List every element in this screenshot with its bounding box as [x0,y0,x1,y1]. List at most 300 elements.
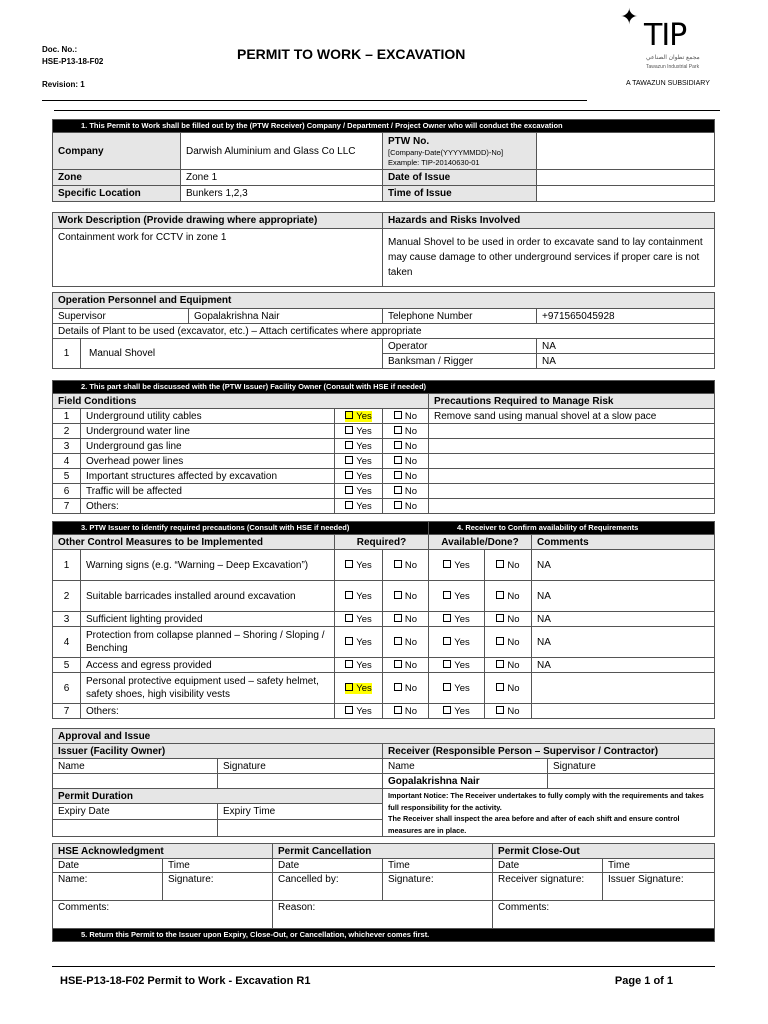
required-no-checkbox[interactable] [394,560,417,571]
precaution-value[interactable] [429,424,715,439]
issuer-signature-field[interactable] [218,774,383,789]
row-number: 4 [53,627,81,658]
checkbox-icon [345,637,353,645]
checkbox-icon [394,683,402,691]
available-no-cell [485,581,532,612]
yes-checkbox[interactable] [345,501,372,512]
required-yes-checkbox[interactable] [345,683,372,694]
checkbox-icon [345,441,353,449]
page-footer [52,966,715,987]
precaution-value[interactable] [429,439,715,454]
checkbox-icon [345,411,353,419]
required-no-cell [383,612,429,627]
ptw-no-field[interactable] [537,133,715,170]
zone-value[interactable]: Zone 1 [181,170,383,186]
checkbox-label: Yes [356,559,372,571]
required-label: Required? [335,535,429,550]
field-condition-row [53,499,715,514]
issuer-label: Issuer (Facility Owner) [53,744,383,759]
checkbox-icon [394,411,402,419]
doc-number-label: Doc. No.: [42,45,78,54]
no-cell [383,409,429,424]
control-measure-label: Protection from collapse planned – Shoring / Sloping / Benching [81,627,335,658]
available-yes-cell [429,658,485,673]
plant-label: Details of Plant to be used (excavator, etc.) – Attach certificates where appropriate [53,324,715,339]
control-measure-row [53,704,715,719]
work-description-value[interactable]: Containment work for CCTV in zone 1 [53,229,383,287]
location-value[interactable]: Bunkers 1,2,3 [181,186,383,202]
checkbox-icon [496,706,504,714]
expiry-date-label: Expiry Date [53,804,218,819]
comment-value[interactable] [532,704,715,719]
available-yes-cell [429,627,485,658]
checkbox-label: Yes [356,455,372,467]
no-checkbox[interactable] [394,486,417,497]
checkbox-label: No [507,613,520,625]
operator-label: Operator [383,339,537,354]
checkbox-icon [394,501,402,509]
no-cell [383,469,429,484]
checkbox-icon [345,426,353,434]
checkbox-icon [394,471,402,479]
checkbox-icon [443,637,451,645]
yes-cell [335,409,383,424]
checkbox-label: Yes [356,485,372,497]
checkbox-label: No [404,425,418,437]
receiver-sig-label[interactable]: Receiver signature: [493,873,603,901]
no-checkbox[interactable] [394,411,417,422]
available-no-checkbox[interactable] [496,614,519,625]
notice-text-2: The Receiver shall inspect the area before and after of each shift and ensure control measures are in place. [388,814,680,835]
no-cell [383,424,429,439]
control-measure-row [53,658,715,673]
available-no-cell [485,658,532,673]
checkbox-label: No [404,682,418,694]
yes-checkbox[interactable] [345,411,372,422]
checkbox-icon [345,683,353,691]
available-no-checkbox[interactable] [496,637,519,648]
required-no-checkbox[interactable] [394,614,417,625]
checkbox-label: No [404,500,418,512]
required-yes-checkbox[interactable] [345,660,372,671]
required-yes-checkbox[interactable] [345,706,372,717]
checkbox-label: No [507,559,520,571]
checkbox-label: Yes [454,590,470,602]
comment-value[interactable]: NA [532,627,715,658]
checkbox-icon [443,706,451,714]
yes-checkbox[interactable] [345,471,372,482]
receiver-signature-field[interactable] [548,774,715,789]
comments-label: Comments [532,535,715,550]
available-no-checkbox[interactable] [496,660,519,671]
checkbox-icon [443,560,451,568]
no-cell [383,484,429,499]
no-checkbox[interactable] [394,471,417,482]
available-yes-cell [429,581,485,612]
supervisor-value[interactable]: Gopalakrishna Nair [189,309,383,324]
available-yes-cell [429,704,485,719]
reason-label[interactable]: Reason: [273,901,493,929]
available-yes-checkbox[interactable] [443,614,470,625]
checkbox-icon [394,441,402,449]
required-no-checkbox[interactable] [394,591,417,602]
approval-section [52,728,715,837]
checkbox-label: Yes [356,425,372,437]
logo-subtitle: Tawazun Industrial Park [646,64,700,70]
control-measure-row [53,581,715,612]
issuer-name-label: Name [53,759,218,774]
plant-number: 1 [53,339,81,369]
required-yes-cell [335,704,383,719]
row-number: 5 [53,469,81,484]
checkbox-icon [394,637,402,645]
control-measure-label: Sufficient lighting provided [81,612,335,627]
logo-arabic: مجمع تطوان الصناعي [646,55,700,61]
available-yes-checkbox[interactable] [443,683,470,694]
checkbox-label: No [404,705,418,717]
closeout-comments-label[interactable]: Comments: [493,901,715,929]
banksman-label: Banksman / Rigger [383,354,537,369]
yes-cell [335,499,383,514]
yes-cell [335,469,383,484]
comment-value[interactable]: NA [532,550,715,581]
row-number: 1 [53,550,81,581]
notice-text: Important Notice: The Receiver undertakes to fully comply with the requirements and takes full responsibility for the activity. [388,791,704,812]
checkbox-icon [496,560,504,568]
row-number: 3 [53,439,81,454]
required-no-checkbox[interactable] [394,683,417,694]
checkbox-label: No [404,410,418,422]
section-5-bar: 5. Return this Permit to the Issuer upon Expiry, Close-Out, or Cancellation, whichever comes first. [53,929,715,942]
required-yes-cell [335,550,383,581]
available-no-cell [485,627,532,658]
checkbox-icon [345,486,353,494]
checkbox-icon [443,660,451,668]
checkbox-label: Yes [454,682,470,694]
operator-value[interactable]: NA [537,339,715,354]
required-no-cell [383,658,429,673]
required-yes-checkbox[interactable] [345,637,372,648]
available-label: Available/Done? [429,535,532,550]
checkbox-label: Yes [356,410,372,422]
available-no-checkbox[interactable] [496,591,519,602]
page-number: Page 1 of 1 [614,975,673,987]
row-number: 1 [53,409,81,424]
phone-value[interactable]: +971565045928 [537,309,715,324]
required-yes-cell [335,658,383,673]
checkbox-icon [345,614,353,622]
precautions-label: Precautions Required to Manage Risk [429,394,715,409]
banksman-value[interactable]: NA [537,354,715,369]
no-checkbox[interactable] [394,456,417,467]
revision: Revision: 1 [42,80,85,89]
checkbox-icon [496,637,504,645]
checkbox-icon [443,683,451,691]
section-2-bar: 2. This part shall be discussed with the (PTW Issuer) Facility Owner (Consult with HSE if needed) [53,381,715,394]
cancel-date-label: Date [273,859,383,873]
ptw-label: PTW No. [388,135,430,147]
section-3-bar: 3. PTW Issuer to identify required precautions (Consult with HSE if needed) [53,522,429,535]
checkbox-icon [394,426,402,434]
available-no-cell [485,612,532,627]
plant-value[interactable]: Manual Shovel [81,339,383,369]
required-yes-checkbox[interactable] [345,614,372,625]
control-measure-label: Access and egress provided [81,658,335,673]
available-yes-cell [429,612,485,627]
no-checkbox[interactable] [394,426,417,437]
hse-name-label[interactable]: Name: [53,873,163,901]
required-yes-cell [335,581,383,612]
section-1 [52,119,715,202]
company-value[interactable]: Darwish Aluminium and Glass Co LLC [181,133,383,170]
no-checkbox[interactable] [394,441,417,452]
available-no-checkbox[interactable] [496,560,519,571]
closeout-time-label: Time [603,859,715,873]
checkbox-label: Yes [454,705,470,717]
precaution-value[interactable]: Remove sand using manual shovel at a slow pace [429,409,715,424]
hazards-label: Hazards and Risks Involved [383,213,715,229]
checkbox-label: Yes [454,559,470,571]
approval-title: Approval and Issue [53,729,715,744]
date-issue-label: Date of Issue [383,170,537,186]
issuer-name-field[interactable] [53,774,218,789]
yes-cell [335,424,383,439]
section-4-bar: 4. Receiver to Confirm availability of Requirements [429,522,715,535]
available-yes-checkbox[interactable] [443,660,470,671]
doc-number-value: HSE-P13-18-F02 [42,57,104,66]
row-number: 3 [53,612,81,627]
field-condition-label: Overhead power lines [81,454,335,469]
precaution-value[interactable] [429,499,715,514]
control-measure-row [53,612,715,627]
no-cell [383,499,429,514]
phone-label: Telephone Number [383,309,537,324]
receiver-label: Receiver (Responsible Person – Supervisor / Contractor) [383,744,715,759]
control-measure-label: Warning signs (e.g. “Warning – Deep Excavation”) [81,550,335,581]
field-condition-label: Important structures affected by excavation [81,469,335,484]
cancel-time-label: Time [383,859,493,873]
field-condition-label: Underground gas line [81,439,335,454]
row-number: 7 [53,499,81,514]
expiry-time-field[interactable] [218,819,383,836]
field-condition-row [53,439,715,454]
time-issue-label: Time of Issue [383,186,537,202]
checkbox-label: No [404,485,418,497]
checkbox-label: Yes [356,659,372,671]
field-condition-row [53,484,715,499]
checkbox-icon [345,456,353,464]
comment-value[interactable] [532,673,715,704]
ptw-example: Example: TIP-20140630-01 [388,157,480,167]
yes-checkbox[interactable] [345,486,372,497]
checkbox-label: No [404,455,418,467]
available-yes-checkbox[interactable] [443,637,470,648]
control-measure-row [53,673,715,704]
ptw-no-cell [383,133,537,170]
checkbox-label: Yes [356,440,372,452]
checkbox-label: No [507,636,520,648]
row-number: 5 [53,658,81,673]
checkbox-label: Yes [356,470,372,482]
hse-time-label: Time [163,859,273,873]
required-yes-cell [335,627,383,658]
checkbox-label: No [507,682,520,694]
checkbox-label: No [404,559,418,571]
required-no-checkbox[interactable] [394,637,417,648]
required-yes-checkbox[interactable] [345,591,372,602]
footer-doc-ref: HSE-P13-18-F02 Permit to Work - Excavation R1 [60,975,311,987]
checkbox-icon [443,591,451,599]
checkbox-label: No [404,590,418,602]
checkbox-label: Yes [454,613,470,625]
available-yes-cell [429,550,485,581]
required-no-cell [383,673,429,704]
issuer-signature-label: Signature [218,759,383,774]
comment-value[interactable]: NA [532,612,715,627]
yes-checkbox[interactable] [345,456,372,467]
receiver-name-label: Name [383,759,548,774]
checkbox-label: No [507,590,520,602]
checkbox-label: Yes [454,636,470,648]
logo-text: TIP [644,18,687,53]
row-number: 7 [53,704,81,719]
yes-cell [335,439,383,454]
checkbox-label: No [507,659,520,671]
comment-value[interactable]: NA [532,658,715,673]
required-no-checkbox[interactable] [394,660,417,671]
section-2 [52,380,715,514]
checkbox-icon [496,683,504,691]
yes-cell [335,484,383,499]
section-1-bar: 1. This Permit to Work shall be filled out by the (PTW Receiver) Company / Department / Project Owner who will conduct the excavation [53,120,715,133]
permit-duration-label: Permit Duration [53,789,383,804]
required-no-cell [383,627,429,658]
available-no-cell [485,673,532,704]
acknowledgment-section [52,843,715,942]
closeout-date-label: Date [493,859,603,873]
checkbox-label: Yes [356,682,372,694]
available-yes-checkbox[interactable] [443,706,470,717]
supervisor-label: Supervisor [53,309,189,324]
hse-ack-label: HSE Acknowledgment [53,844,273,859]
control-measure-label: Suitable barricades installed around excavation [81,581,335,612]
required-no-cell [383,550,429,581]
available-yes-checkbox[interactable] [443,560,470,571]
receiver-signature-label: Signature [548,759,715,774]
available-yes-checkbox[interactable] [443,591,470,602]
checkbox-icon [394,456,402,464]
required-yes-cell [335,612,383,627]
checkbox-icon [345,591,353,599]
company-label: Company [53,133,181,170]
hazards-value[interactable]: Manual Shovel to be used in order to excavate sand to lay containment may cause damage to other underground services if proper care is not taken [383,229,715,287]
no-cell [383,439,429,454]
yes-checkbox[interactable] [345,441,372,452]
hse-signature-label[interactable]: Signature: [163,873,273,901]
field-condition-row [53,469,715,484]
checkbox-icon [394,706,402,714]
location-label: Specific Location [53,186,181,202]
row-number: 2 [53,424,81,439]
precaution-value[interactable] [429,454,715,469]
checkbox-icon [394,614,402,622]
checkbox-label: No [404,470,418,482]
available-no-cell [485,550,532,581]
checkbox-icon [345,501,353,509]
date-issue-field[interactable] [537,170,715,186]
time-issue-field[interactable] [537,186,715,202]
field-condition-label: Underground water line [81,424,335,439]
available-no-checkbox[interactable] [496,706,519,717]
control-measure-row [53,627,715,658]
cancel-signature-label[interactable]: Signature: [383,873,493,901]
row-number: 4 [53,454,81,469]
control-measure-label: Personal protective equipment used – safety helmet, safety shoes, high visibility vests [81,673,335,704]
checkbox-icon [345,706,353,714]
precaution-value[interactable] [429,484,715,499]
checkbox-label: No [404,613,418,625]
precaution-value[interactable] [429,469,715,484]
cancelled-by-label[interactable]: Cancelled by: [273,873,383,901]
comment-value[interactable]: NA [532,581,715,612]
field-condition-label: Traffic will be affected [81,484,335,499]
required-yes-checkbox[interactable] [345,560,372,571]
doc-number [42,44,103,68]
checkbox-label: No [404,636,418,648]
page-title: PERMIT TO WORK – EXCAVATION [237,46,466,62]
row-number: 2 [53,581,81,612]
checkbox-label: Yes [356,636,372,648]
checkbox-icon [394,486,402,494]
checkbox-label: Yes [356,500,372,512]
no-checkbox[interactable] [394,501,417,512]
available-no-checkbox[interactable] [496,683,519,694]
required-no-cell [383,704,429,719]
control-measure-label: Others: [81,704,335,719]
zone-label: Zone [53,170,181,186]
checkbox-icon [345,471,353,479]
required-no-checkbox[interactable] [394,706,417,717]
checkbox-icon [345,660,353,668]
checkbox-icon [496,591,504,599]
checkbox-icon [496,660,504,668]
checkbox-label: Yes [356,590,372,602]
checkbox-icon [496,614,504,622]
receiver-name-value[interactable]: Gopalakrishna Nair [383,774,548,789]
field-condition-label: Others: [81,499,335,514]
expiry-date-field[interactable] [53,819,218,836]
issuer-sig-label[interactable]: Issuer Signature: [603,873,715,901]
other-controls-label: Other Control Measures to be Implemented [53,535,335,550]
checkbox-label: Yes [356,613,372,625]
available-no-cell [485,704,532,719]
operation-title: Operation Personnel and Equipment [53,293,715,309]
checkbox-icon [443,614,451,622]
checkbox-label: No [404,440,418,452]
checkbox-label: Yes [454,659,470,671]
checkbox-icon [345,560,353,568]
header-divider [54,110,720,111]
cancellation-label: Permit Cancellation [273,844,493,859]
field-conditions-label: Field Conditions [53,394,429,409]
document-header [0,0,768,112]
work-section [52,212,715,287]
yes-checkbox[interactable] [345,426,372,437]
checkbox-icon [394,560,402,568]
operation-section [52,292,715,369]
hse-comments-label[interactable]: Comments: [53,901,273,929]
no-cell [383,454,429,469]
